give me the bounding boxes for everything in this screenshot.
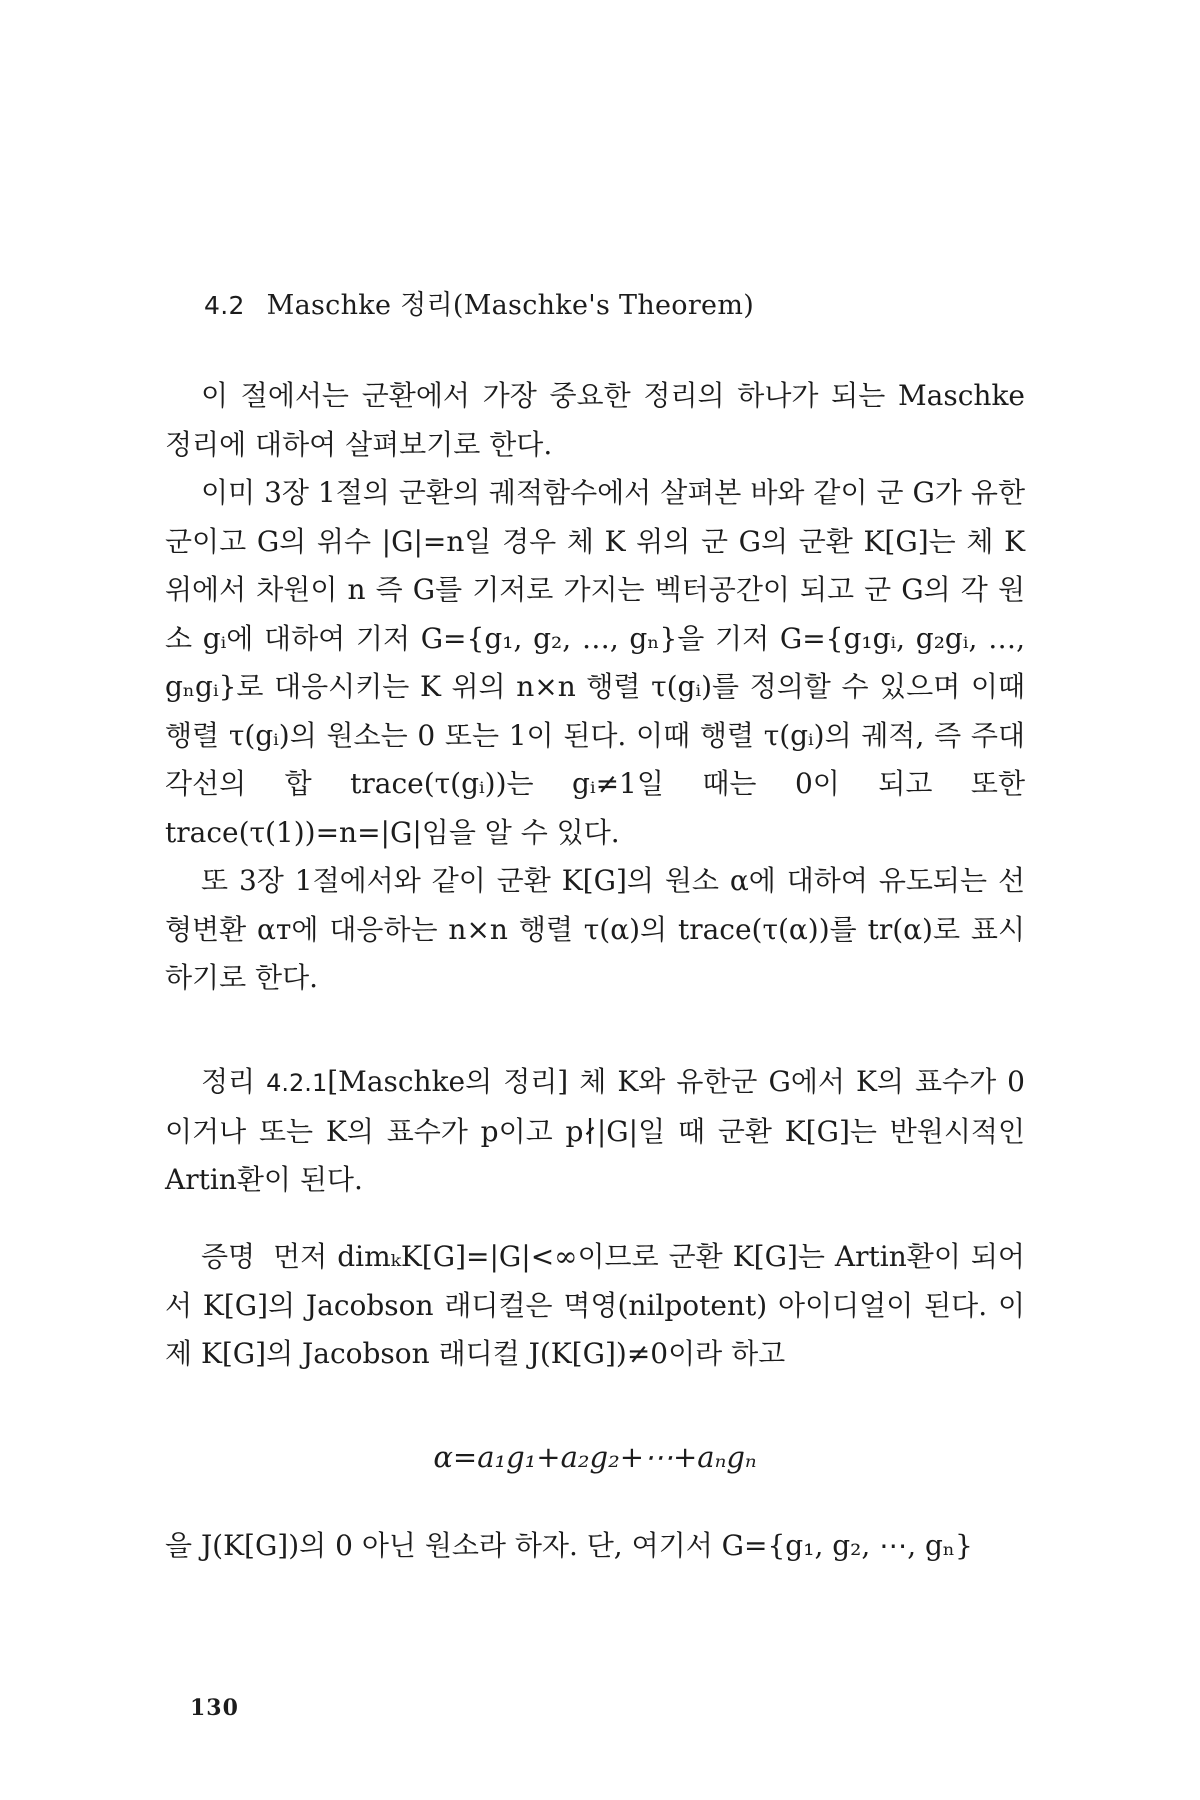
section-heading [204, 283, 754, 322]
intro-block [165, 372, 1025, 1003]
section-number: 4.2 [204, 291, 245, 320]
proof-block [165, 1233, 1025, 1379]
proof-text: 먼저 dimₖK[G]=|G|<∞이므로 군환 K[G]는 Artin환이 되어서 K[G]의 Jacobson 래디컬은 멱영(nilpotent) 아이디얼이 된다. 이제 K[G]의 Jacobson 래디컬 J(K[G])≠0이라 하고 [165, 1240, 1025, 1370]
theorem-number: 4.2.1 [266, 1069, 328, 1097]
intro-paragraph-2: 이미 3장 1절의 군환의 궤적함수에서 살펴본 바와 같이 군 G가 유한군이고 G의 위수 |G|=n일 경우 체 K 위의 군 G의 군환 K[G]는 체 K 위에서 차원이 n 즉 G를 기저로 가지는 벡터공간이 되고 군 G의 각 원소 gᵢ에 대하여 기저 G={g₁, g₂, …, gₙ}을 기저 G={g₁gᵢ, g₂gᵢ, …, gₙgᵢ}로 대응시키는 K 위의 n×n 행렬 τ(gᵢ)를 정의할 수 있으며 이때 행렬 τ(gᵢ)의 원소는 0 또는 1이 된다. 이때 행렬 τ(gᵢ)의 궤적, 즉 주대각선의 합 trace(τ(gᵢ))는 gᵢ≠1일 때는 0이 되고 또한 trace(τ(1))=n=|G|임을 알 수 있다. [165, 476, 1025, 849]
theorem-paragraph [165, 1058, 1025, 1205]
section-title: Maschke 정리(Maschke's Theorem) [266, 290, 755, 321]
theorem-block [165, 1058, 1025, 1205]
display-equation: α=a₁g₁+a₂g₂+⋯+aₙgₙ [433, 1440, 757, 1474]
intro-paragraph-1: 이 절에서는 군환에서 가장 중요한 정리의 하나가 되는 Maschke 정리에 대하여 살펴보기로 한다. [165, 379, 1025, 461]
after-equation-block [165, 1522, 1025, 1571]
proof-label: 증명 [201, 1240, 256, 1273]
proof-paragraph [165, 1233, 1025, 1379]
page-number: 130 [190, 1695, 239, 1721]
intro-paragraph-3: 또 3장 1절에서와 같이 군환 K[G]의 원소 α에 대하여 유도되는 선형변환 αᴛ에 대응하는 n×n 행렬 τ(α)의 trace(τ(α))를 tr(α)로 표시하기로 한다. [165, 864, 1025, 994]
theorem-label: 정리 [201, 1065, 256, 1098]
theorem-text: [Maschke의 정리] 체 K와 유한군 G에서 K의 표수가 0이거나 또는 K의 표수가 p이고 p∤|G|일 때 군환 K[G]는 반원시적인 Artin환이 된다. [165, 1065, 1025, 1196]
after-equation-text: 을 J(K[G])의 0 아닌 원소라 하자. 단, 여기서 G={g₁, g₂, ⋯, gₙ} [165, 1529, 973, 1562]
